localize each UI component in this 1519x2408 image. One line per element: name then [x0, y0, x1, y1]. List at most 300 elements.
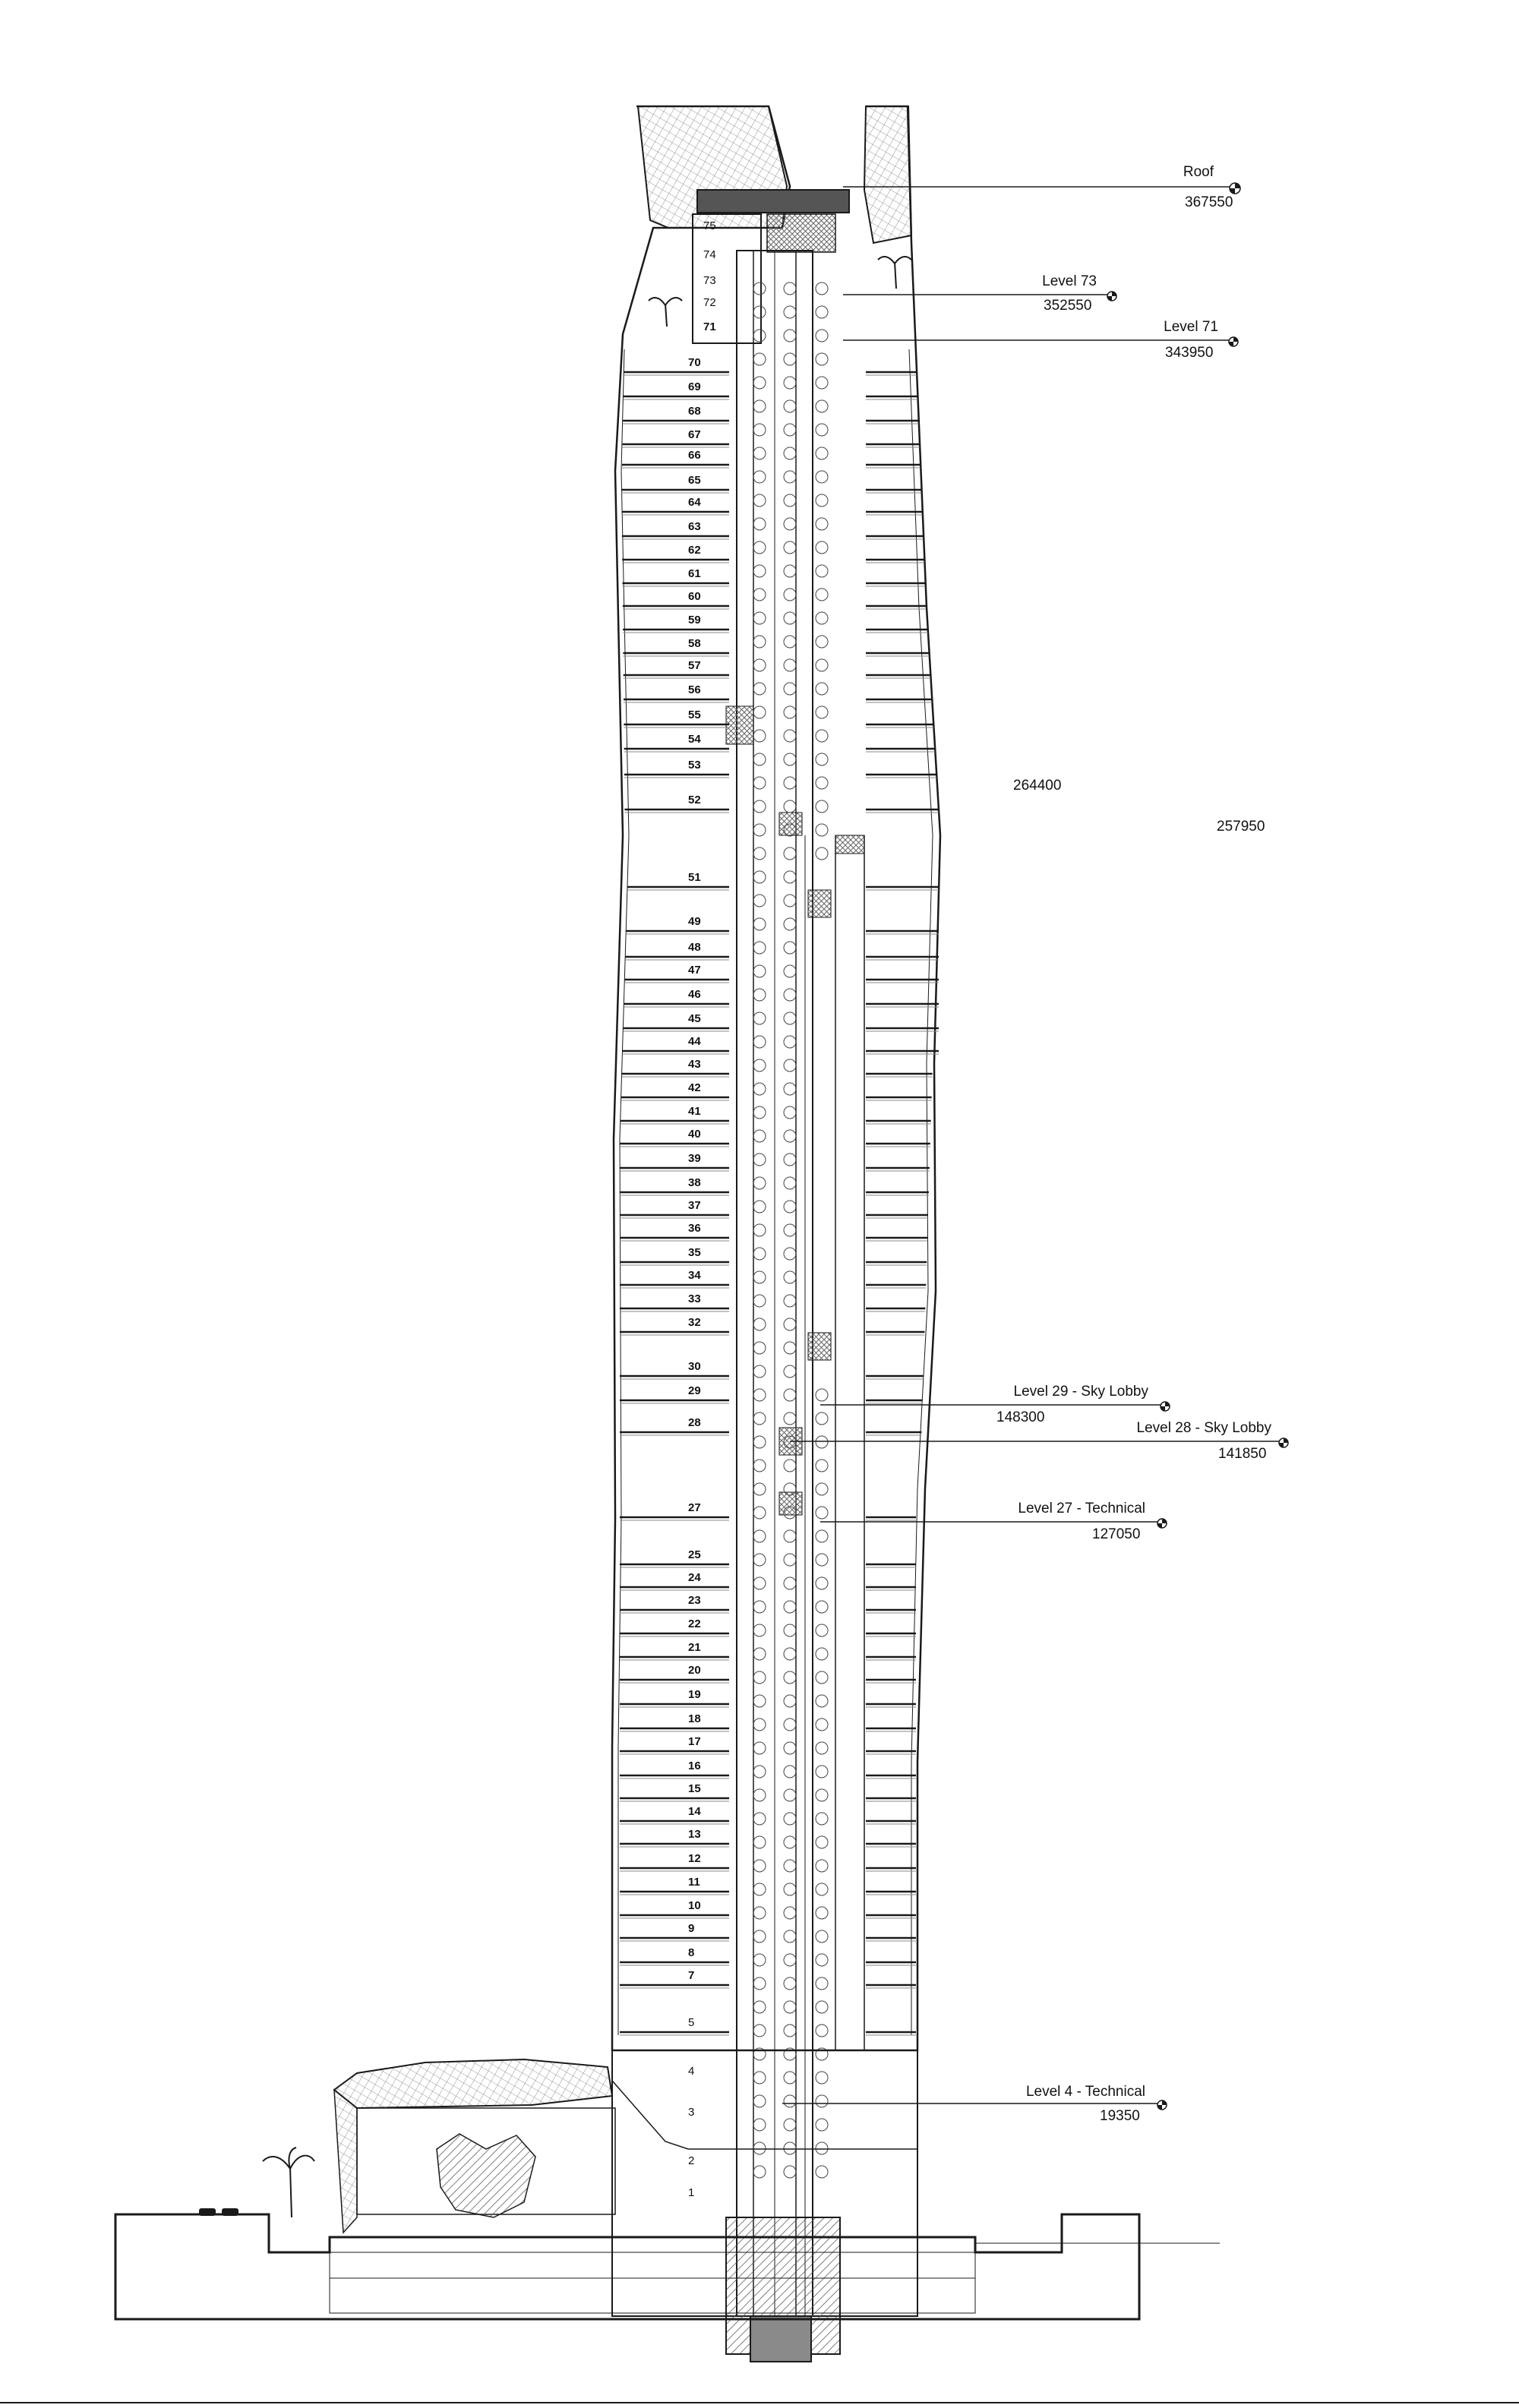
floor-number-60: 60 — [688, 590, 701, 603]
lift-marker — [753, 1530, 766, 1542]
floor-number-17: 17 — [688, 1735, 701, 1748]
lift-marker — [784, 494, 796, 507]
floor-number-21: 21 — [688, 1641, 701, 1654]
lift-marker — [784, 541, 796, 554]
lift-marker — [816, 1554, 828, 1566]
lift-marker — [784, 1930, 796, 1942]
core-pile — [750, 2316, 811, 2362]
lift-marker — [753, 1718, 766, 1731]
podium-left-facade — [334, 2090, 357, 2233]
floor-number-labels — [688, 219, 716, 2199]
lift-marker — [784, 1601, 796, 1613]
lift-marker — [753, 871, 766, 883]
lift-marker — [784, 1248, 796, 1260]
podium-canopy — [334, 2059, 612, 2108]
floor-number-7: 7 — [688, 1969, 695, 1982]
lift-marker — [753, 918, 766, 930]
level-name-27: Level 27 - Technical — [1018, 1501, 1145, 1516]
lift-marker — [784, 1201, 796, 1213]
lift-marker — [816, 753, 828, 765]
floor-number-2: 2 — [688, 2154, 695, 2167]
lift-marker — [784, 1530, 796, 1542]
lift-marker — [784, 565, 796, 577]
lift-marker — [784, 1130, 796, 1142]
lift-marker — [816, 659, 828, 671]
lift-marker — [753, 1601, 766, 1613]
lift-marker — [784, 659, 796, 671]
lift-marker — [816, 800, 828, 813]
lift-marker — [816, 447, 828, 459]
floor-number-47: 47 — [688, 964, 701, 977]
lift-marker — [784, 2095, 796, 2107]
floor-number-56: 56 — [688, 683, 701, 696]
lift-marker — [753, 659, 766, 671]
lift-marker — [784, 1813, 796, 1825]
lift-marker — [753, 1271, 766, 1283]
lift-marker — [753, 965, 766, 977]
lift-marker — [784, 871, 796, 883]
lift-marker — [816, 589, 828, 601]
floor-number-19: 19 — [688, 1688, 701, 1701]
lift-marker — [816, 1460, 828, 1472]
lift-marker — [816, 2095, 828, 2107]
lift-marker — [784, 1412, 796, 1425]
lift-marker — [784, 918, 796, 930]
lift-marker — [784, 2072, 796, 2084]
lift-marker — [753, 2166, 766, 2178]
floor-number-72: 72 — [703, 296, 716, 309]
floor-number-33: 33 — [688, 1292, 701, 1305]
lift-marker — [784, 282, 796, 295]
lift-marker — [784, 636, 796, 648]
floor-number-66: 66 — [688, 449, 701, 462]
lift-marker — [816, 683, 828, 695]
lift-marker — [816, 1836, 828, 1848]
lift-marker — [816, 494, 828, 507]
lift-marker — [753, 777, 766, 789]
lift-marker — [816, 1483, 828, 1495]
lift-marker — [753, 471, 766, 483]
floor-number-48: 48 — [688, 941, 701, 954]
lift-marker — [784, 1342, 796, 1354]
lift-marker — [753, 1648, 766, 1660]
lift-marker — [753, 1154, 766, 1166]
lift-marker — [816, 541, 828, 554]
lift-marker — [816, 1977, 828, 1990]
lift-marker — [816, 1766, 828, 1778]
lift-marker — [753, 2095, 766, 2107]
lift-marker — [753, 2025, 766, 2037]
lift-marker — [816, 1671, 828, 1684]
floor-number-4: 4 — [688, 2065, 695, 2078]
lift-marker — [816, 2072, 828, 2084]
level-elevation-73: 352550 — [1044, 298, 1092, 314]
floor-number-46: 46 — [688, 988, 701, 1001]
lift-marker — [753, 1789, 766, 1801]
lift-marker — [816, 847, 828, 860]
crown-plant-box — [767, 214, 835, 252]
floor-number-27: 27 — [688, 1501, 701, 1514]
floor-number-20: 20 — [688, 1664, 701, 1677]
podium-atrium-structure — [437, 2134, 535, 2217]
floor-number-37: 37 — [688, 1199, 701, 1212]
lift-marker — [753, 1201, 766, 1213]
lift-marker — [784, 1059, 796, 1071]
lift-marker — [753, 1342, 766, 1354]
lift-marker — [753, 706, 766, 718]
floor-number-11: 11 — [688, 1876, 700, 1889]
lift-marker — [753, 1365, 766, 1378]
floor-number-69: 69 — [688, 380, 701, 393]
floor-number-45: 45 — [688, 1012, 701, 1025]
lift-marker — [753, 1106, 766, 1119]
floor-number-18: 18 — [688, 1712, 701, 1725]
lift-marker — [784, 706, 796, 718]
lift-marker — [816, 424, 828, 436]
lift-marker — [753, 1954, 766, 1966]
floor-number-15: 15 — [688, 1782, 701, 1795]
lift-marker — [784, 942, 796, 954]
lift-marker — [784, 683, 796, 695]
floor-number-3: 3 — [688, 2106, 695, 2119]
lift-marker — [753, 2119, 766, 2131]
lift-marker — [784, 965, 796, 977]
lift-marker — [816, 2025, 828, 2037]
lift-marker — [784, 353, 796, 365]
lift-marker — [816, 377, 828, 389]
floor-number-65: 65 — [688, 474, 701, 487]
level-elevation-71: 343950 — [1165, 345, 1214, 361]
lift-marker — [753, 424, 766, 436]
basement-outline — [115, 2214, 1139, 2319]
lift-marker — [816, 612, 828, 624]
lift-marker — [784, 424, 796, 436]
palm-tree-icon — [649, 298, 682, 327]
lift-marker — [816, 282, 828, 295]
lift-marker — [784, 518, 796, 530]
lift-marker — [753, 1836, 766, 1848]
lift-marker — [816, 1507, 828, 1519]
lift-marker — [816, 353, 828, 365]
lift-marker — [753, 1742, 766, 1754]
lift-marker — [816, 330, 828, 342]
lift-marker — [784, 1554, 796, 1566]
lift-marker — [784, 800, 796, 813]
basement-levels — [330, 2252, 975, 2313]
lift-marker — [816, 1860, 828, 1872]
lift-marker — [816, 824, 828, 836]
lift-marker — [816, 2001, 828, 2013]
lift-marker — [816, 730, 828, 742]
lift-marker — [784, 1460, 796, 1472]
lift-marker — [784, 306, 796, 318]
floor-number-64: 64 — [688, 496, 701, 509]
lift-marker — [753, 1977, 766, 1990]
level-name-73: Level 73 — [1042, 273, 1097, 289]
lift-marker — [753, 730, 766, 742]
lift-marker — [753, 1695, 766, 1707]
level-leaders — [782, 187, 1281, 2103]
lift-marker — [816, 777, 828, 789]
lift-marker — [816, 1718, 828, 1731]
floor-number-62: 62 — [688, 544, 701, 557]
level-elevation-29: 148300 — [996, 1409, 1045, 1425]
floor-number-57: 57 — [688, 659, 701, 672]
lift-marker — [784, 1271, 796, 1283]
lift-marker — [784, 895, 796, 907]
floor-number-52: 52 — [688, 794, 701, 806]
level-elevation-28: 141850 — [1218, 1446, 1267, 1462]
lift-marker — [816, 2142, 828, 2154]
lift-marker — [816, 1389, 828, 1401]
lift-marker — [784, 2142, 796, 2154]
floor-number-74: 74 — [703, 248, 716, 261]
lift-marker — [753, 377, 766, 389]
level-elevation-27: 127050 — [1092, 1526, 1141, 1542]
lift-marker — [753, 1083, 766, 1095]
lift-marker — [753, 1483, 766, 1495]
lift-marker — [784, 1836, 796, 1848]
lift-marker — [784, 1295, 796, 1307]
lift-marker — [753, 824, 766, 836]
floor-number-1: 1 — [688, 2186, 695, 2199]
lift-marker — [753, 589, 766, 601]
lift-marker — [753, 518, 766, 530]
lift-marker — [784, 753, 796, 765]
lift-marker — [816, 1813, 828, 1825]
floor-number-38: 38 — [688, 1176, 701, 1189]
lift-marker — [784, 1766, 796, 1778]
lift-marker — [816, 2166, 828, 2178]
floor-number-53: 53 — [688, 759, 701, 772]
lift-marker — [816, 1789, 828, 1801]
lift-marker — [753, 1883, 766, 1895]
floor-number-8: 8 — [688, 1946, 695, 1959]
floor-number-30: 30 — [688, 1360, 701, 1373]
lift-marker — [784, 330, 796, 342]
lift-marker — [753, 683, 766, 695]
floor-number-24: 24 — [688, 1571, 701, 1584]
floor-number-40: 40 — [688, 1128, 701, 1141]
lift-marker — [784, 1695, 796, 1707]
dimension-b: 257950 — [1217, 819, 1265, 835]
dimension-a: 264400 — [1013, 778, 1062, 794]
floor-number-12: 12 — [688, 1852, 701, 1865]
lift-marker — [753, 942, 766, 954]
lift-marker — [753, 1554, 766, 1566]
floor-number-9: 9 — [688, 1922, 695, 1935]
lift-marker — [784, 989, 796, 1001]
lift-marker — [753, 1389, 766, 1401]
lift-marker — [816, 565, 828, 577]
lift-marker — [816, 1530, 828, 1542]
tower-base-shoulder — [612, 2081, 917, 2149]
lift-marker — [753, 1224, 766, 1236]
lift-marker — [816, 1930, 828, 1942]
lift-marker — [784, 1718, 796, 1731]
lift-marker — [784, 2119, 796, 2131]
lift-marker — [784, 1154, 796, 1166]
lift-marker — [753, 1012, 766, 1024]
lift-marker — [784, 447, 796, 459]
lift-marker — [784, 1577, 796, 1589]
lift-marker — [784, 2166, 796, 2178]
lift-marker — [816, 306, 828, 318]
lift-marker — [753, 541, 766, 554]
lift-marker — [816, 518, 828, 530]
level-name-71: Level 71 — [1164, 319, 1218, 335]
lift-marker — [753, 753, 766, 765]
lift-marker — [816, 1954, 828, 1966]
floor-number-55: 55 — [688, 709, 701, 721]
tower-envelope-outline — [612, 106, 940, 2050]
lift-marker — [784, 1671, 796, 1684]
lift-marker — [753, 1295, 766, 1307]
lift-marker — [784, 1012, 796, 1024]
lift-marker — [753, 1813, 766, 1825]
lift-marker — [753, 1460, 766, 1472]
floor-number-68: 68 — [688, 405, 701, 418]
floor-number-43: 43 — [688, 1058, 701, 1071]
level-elevation-4: 19350 — [1100, 2108, 1140, 2124]
level-marker-icon — [1107, 292, 1116, 301]
lift-marker — [784, 1083, 796, 1095]
floor-number-44: 44 — [688, 1035, 701, 1048]
palm-tree-icon — [878, 257, 911, 289]
floor-number-14: 14 — [688, 1805, 701, 1818]
lift-marker — [784, 1624, 796, 1636]
floor-number-23: 23 — [688, 1594, 701, 1607]
lift-marker — [753, 1507, 766, 1519]
lift-marker — [753, 1436, 766, 1448]
lift-marker — [816, 471, 828, 483]
lift-marker — [753, 2142, 766, 2154]
lift-marker — [816, 1648, 828, 1660]
lift-marker — [753, 847, 766, 860]
floor-number-13: 13 — [688, 1828, 701, 1841]
lift-marker — [753, 1766, 766, 1778]
floor-number-39: 39 — [688, 1152, 701, 1165]
floor-number-58: 58 — [688, 637, 701, 650]
lift-marker — [784, 2025, 796, 2037]
lift-marker — [816, 1601, 828, 1613]
lift-marker — [753, 1907, 766, 1919]
floor-number-67: 67 — [688, 428, 701, 441]
lift-marker — [784, 1224, 796, 1236]
lift-marker — [784, 1106, 796, 1119]
lift-marker — [816, 1436, 828, 1448]
floor-number-22: 22 — [688, 1617, 701, 1630]
lift-marker — [784, 1177, 796, 1189]
floor-number-73: 73 — [703, 274, 716, 287]
floor-number-54: 54 — [688, 733, 701, 746]
floor-number-42: 42 — [688, 1081, 701, 1094]
lift-marker — [753, 400, 766, 412]
lift-marker — [784, 400, 796, 412]
floor-number-49: 49 — [688, 915, 701, 928]
lift-marker — [784, 1318, 796, 1330]
level-marker-icon — [1157, 1519, 1167, 1528]
lift-marker — [784, 377, 796, 389]
lift-marker — [753, 353, 766, 365]
lift-marker — [816, 1577, 828, 1589]
lift-marker — [753, 306, 766, 318]
lift-marker — [753, 494, 766, 507]
lift-marker — [816, 636, 828, 648]
lift-marker — [784, 589, 796, 601]
floor-number-10: 10 — [688, 1899, 701, 1912]
lift-shaft-markers — [753, 282, 828, 2178]
lift-marker — [784, 1389, 796, 1401]
crown-right-fin — [864, 106, 911, 243]
level-name-29: Level 29 - Sky Lobby — [1013, 1384, 1148, 1400]
lift-marker — [753, 1248, 766, 1260]
lift-marker — [753, 989, 766, 1001]
level-marker-icon — [1230, 183, 1240, 194]
lift-marker — [753, 1036, 766, 1048]
floor-number-16: 16 — [688, 1759, 701, 1772]
lift-marker — [753, 2001, 766, 2013]
lift-marker — [753, 1671, 766, 1684]
lift-marker — [784, 1860, 796, 1872]
floor-number-70: 70 — [688, 356, 701, 369]
floor-number-35: 35 — [688, 1246, 701, 1259]
floor-number-59: 59 — [688, 614, 701, 626]
lift-marker — [784, 730, 796, 742]
level-elevation-roof: 367550 — [1185, 194, 1233, 210]
lift-marker — [784, 1977, 796, 1990]
floor-slabs — [620, 372, 939, 2035]
floor-number-32: 32 — [688, 1316, 701, 1329]
lift-marker — [753, 1624, 766, 1636]
lift-marker — [753, 612, 766, 624]
lift-marker — [784, 471, 796, 483]
floor-number-25: 25 — [688, 1548, 701, 1561]
lift-marker — [753, 1860, 766, 1872]
level-name-roof: Roof — [1183, 164, 1214, 180]
level-marker-icon — [1229, 337, 1238, 346]
floor-number-51: 51 — [688, 871, 701, 884]
lift-marker — [816, 1695, 828, 1707]
lift-marker — [816, 1742, 828, 1754]
lift-marker — [816, 2119, 828, 2131]
lift-marker — [753, 800, 766, 813]
lift-marker — [753, 1577, 766, 1589]
core-shafts — [726, 251, 864, 2316]
lift-marker — [753, 1177, 766, 1189]
lift-marker — [784, 1365, 796, 1378]
floor-number-61: 61 — [688, 567, 701, 580]
lift-marker — [753, 447, 766, 459]
level-marker-icon — [1279, 1438, 1288, 1447]
lift-marker — [753, 895, 766, 907]
lift-marker — [753, 2072, 766, 2084]
lift-marker — [784, 1954, 796, 1966]
lift-marker — [816, 706, 828, 718]
floor-number-41: 41 — [688, 1105, 701, 1118]
level-marker-icon — [1157, 2100, 1167, 2110]
floor-number-34: 34 — [688, 1269, 701, 1282]
lift-marker — [753, 636, 766, 648]
lift-marker — [816, 1624, 828, 1636]
lift-marker — [784, 1883, 796, 1895]
level-name-28: Level 28 - Sky Lobby — [1136, 1420, 1271, 1436]
lift-marker — [784, 612, 796, 624]
palm-tree-icon — [263, 2148, 314, 2217]
lift-marker — [816, 1883, 828, 1895]
lift-marker — [784, 2001, 796, 2013]
floor-number-63: 63 — [688, 520, 701, 533]
